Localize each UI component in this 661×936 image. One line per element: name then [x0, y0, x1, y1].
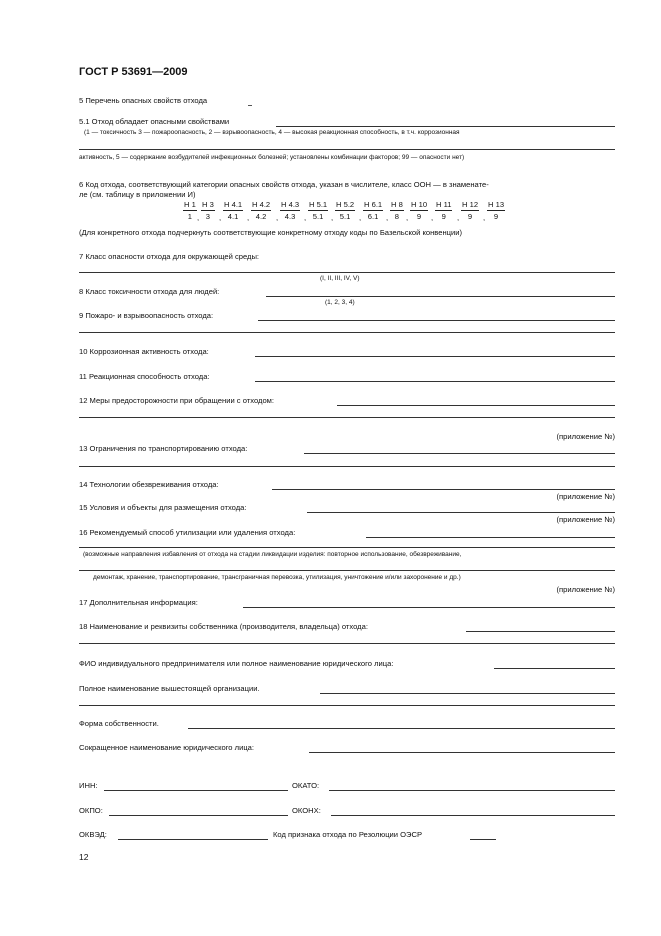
separator: ,: [359, 213, 362, 222]
blank-line[interactable]: [79, 332, 615, 333]
blank-line[interactable]: [79, 417, 615, 418]
separator: ,: [276, 213, 279, 222]
separator: ,: [331, 213, 334, 222]
section-11-field[interactable]: [255, 381, 615, 382]
okpo-label: ОКПО:: [79, 806, 103, 815]
higher-org-label: Полное наименование вышестоящей организации.: [79, 684, 260, 693]
section-15-field[interactable]: [307, 512, 615, 513]
separator: ,: [304, 213, 307, 222]
hazard-code[interactable]: $\frac{H 4.1}{4.1}$: [224, 200, 243, 221]
separator: ,: [483, 213, 486, 222]
hazard-code[interactable]: $\frac{H 13}{9}$: [488, 200, 505, 221]
section-17-field[interactable]: [243, 607, 615, 608]
higher-org-field[interactable]: [320, 693, 615, 694]
blank-line[interactable]: [79, 570, 615, 571]
section-10-field[interactable]: [255, 356, 615, 357]
section-6-line-1: 6 Код отхода, соответствующий категории опасных свойств отхода, указан в числителе, класс ООН — в знаменате-: [79, 180, 489, 189]
section-15-appendix: (приложение №): [556, 515, 615, 524]
page-number: 12: [79, 852, 89, 862]
ownership-field[interactable]: [188, 728, 615, 729]
fio-field[interactable]: [494, 668, 615, 669]
blank-line: [248, 105, 252, 106]
section-15-label: 15 Условия и объекты для размещения отхода:: [79, 503, 247, 512]
section-13-label: 13 Ограничения по транспортированию отхода:: [79, 444, 248, 453]
section-14-label: 14 Технологии обезвреживания отхода:: [79, 480, 219, 489]
short-name-field[interactable]: [309, 752, 615, 753]
hazard-code[interactable]: $\frac{H 5.1}{5.1}$: [309, 200, 328, 221]
section-16-appendix: (приложение №): [556, 585, 615, 594]
hazard-code[interactable]: $\frac{H 8}{8}$: [391, 200, 403, 221]
section-11-label: 11 Реакционная способность отхода:: [79, 372, 210, 381]
hazard-code[interactable]: $\frac{H 1}{1}$: [184, 200, 196, 221]
section-6-note: (Для конкретного отхода подчеркнуть соответствующие конкретному отходу коды по Базельской конвенции): [79, 228, 463, 237]
section-16-field[interactable]: [366, 537, 615, 538]
fio-label: ФИО индивидуального предпринимателя или полное наименование юридического лица:: [79, 659, 394, 668]
hazard-code[interactable]: $\frac{H 4.3}{4.3}$: [281, 200, 300, 221]
section-5-1-note-2: активность, 5 — содержание возбудителей инфекционных болезней; установлены комбинации факторов; 99 — опасности нет): [79, 154, 465, 161]
separator: ,: [386, 213, 389, 222]
section-5-1-label: 5.1 Отход обладает опасными свойствами: [79, 117, 230, 126]
separator: ,: [197, 213, 200, 222]
hazard-code[interactable]: $\frac{H 5.2}{5.1}$: [336, 200, 355, 221]
blank-line[interactable]: [79, 466, 615, 467]
section-7-label: 7 Класс опасности отхода для окружающей среды:: [79, 252, 260, 261]
okved-label: ОКВЭД:: [79, 830, 107, 839]
short-name-label: Сокращенное наименование юридического лица:: [79, 743, 254, 752]
oecd-field[interactable]: [470, 839, 496, 840]
page-header: ГОСТ Р 53691—2009: [79, 66, 188, 78]
section-6-line-2: ле (см. таблицу в приложении И): [79, 190, 196, 199]
section-14-field[interactable]: [272, 489, 615, 490]
inn-label: ИНН:: [79, 781, 98, 790]
hazard-code[interactable]: $\frac{H 11}{9}$: [436, 200, 452, 221]
section-10-label: 10 Коррозионная активность отхода:: [79, 347, 209, 356]
section-9-label: 9 Пожаро- и взрывоопасность отхода:: [79, 311, 214, 320]
blank-line[interactable]: [79, 705, 615, 706]
section-7-hint: (I, II, III, IV, V): [320, 275, 360, 282]
separator: ,: [247, 213, 250, 222]
blank-line[interactable]: [79, 547, 615, 548]
section-14-appendix: (приложение №): [556, 492, 615, 501]
section-7-field[interactable]: [79, 272, 615, 273]
section-12-appendix: (приложение №): [556, 432, 615, 441]
section-13-field[interactable]: [304, 453, 615, 454]
okonh-label: ОКОНХ:: [292, 806, 321, 815]
hazard-code[interactable]: $\frac{H 4.2}{4.2}$: [252, 200, 271, 221]
section-8-field[interactable]: [266, 296, 615, 297]
section-8-hint: (1, 2, 3, 4): [325, 299, 355, 306]
blank-line[interactable]: [79, 149, 615, 150]
hazard-code[interactable]: $\frac{H 3}{3}$: [202, 200, 214, 221]
oecd-label: Код признака отхода по Резолюции ОЭСР: [273, 830, 423, 839]
section-18-label: 18 Наименование и реквизиты собственника (производителя, владельца) отхода:: [79, 622, 368, 631]
section-16-note-2: демонтаж, хранение, транспортирование, трансграничная перевозка, утилизация, уничтожение и/или захоронение и др.): [93, 574, 461, 581]
inn-field[interactable]: [104, 790, 288, 791]
hazard-code[interactable]: $\frac{H 12}{9}$: [462, 200, 479, 221]
blank-line[interactable]: [79, 643, 615, 644]
separator: ,: [431, 213, 434, 222]
section-17-label: 17 Дополнительная информация:: [79, 598, 198, 607]
section-5-title: 5 Перечень опасных свойств отхода: [79, 96, 208, 105]
section-16-note-1: (возможные направления избавления от отхода на стадии ликвидации изделия: повторное использование, обезвреживание,: [83, 551, 462, 558]
hazard-code[interactable]: $\frac{H 10}{9}$: [411, 200, 428, 221]
ownership-label: Форма собственности.: [79, 719, 159, 728]
separator: ,: [457, 213, 460, 222]
okved-field[interactable]: [118, 839, 268, 840]
okato-label: ОКАТО:: [292, 781, 320, 790]
okpo-field[interactable]: [109, 815, 288, 816]
section-5-1-field[interactable]: [276, 126, 615, 127]
hazard-code[interactable]: $\frac{H 6.1}{6.1}$: [364, 200, 383, 221]
section-12-field[interactable]: [337, 405, 615, 406]
okato-field[interactable]: [329, 790, 615, 791]
section-16-label: 16 Рекомендуемый способ утилизации или удаления отхода:: [79, 528, 296, 537]
separator: ,: [406, 213, 409, 222]
section-9-field[interactable]: [258, 320, 615, 321]
section-12-label: 12 Меры предосторожности при обращении с отходом:: [79, 396, 274, 405]
separator: ,: [219, 213, 222, 222]
section-18-field[interactable]: [466, 631, 615, 632]
section-5-1-note-1: (1 — токсичность 3 — пожароопасность, 2 — взрывоопасность, 4 — высокая реакционная способность, в т.ч. коррозионная: [84, 129, 460, 136]
section-8-label: 8 Класс токсичности отхода для людей:: [79, 287, 220, 296]
okonh-field[interactable]: [331, 815, 615, 816]
